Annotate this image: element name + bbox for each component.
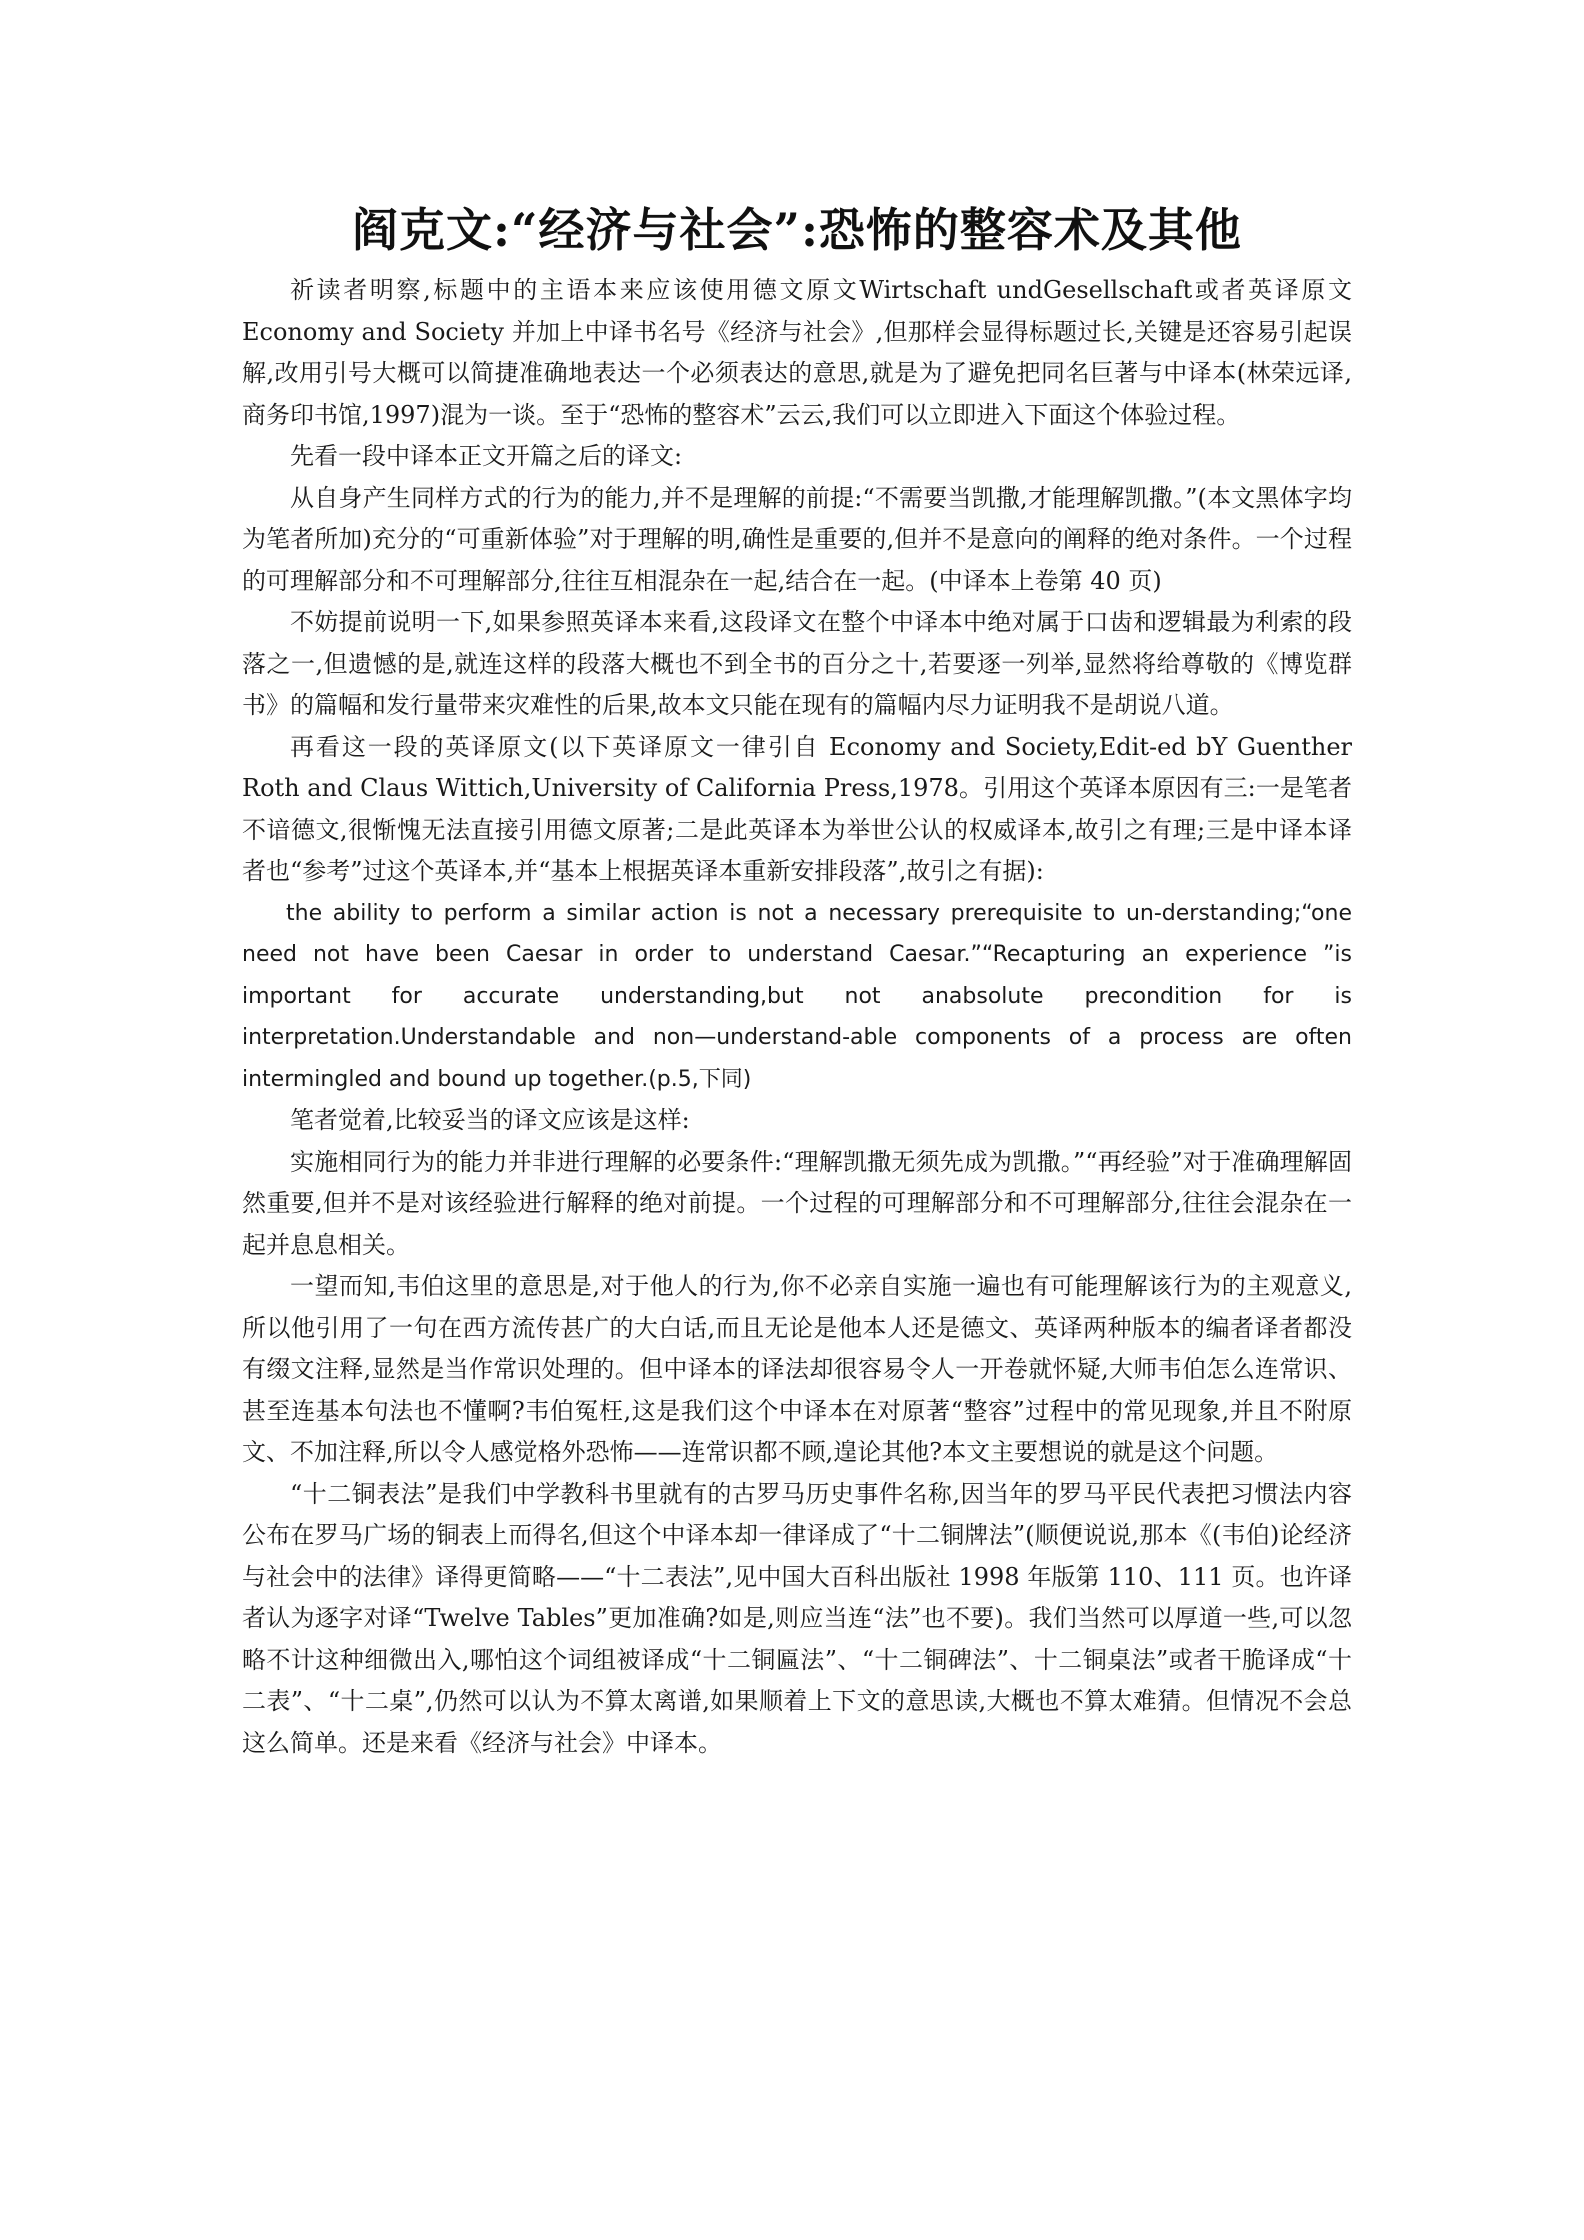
- paragraph-chinese-translation-quote: 从自身产生同样方式的行为的能力,并不是理解的前提:“不需要当凯撒,才能理解凯撒。”(本文黑体字均为笔者所加)充分的“可重新体验”对于理解的明,确性是重要的,但并不是意向的阐释的绝对条件。一个过程的可理解部分和不可理解部分,往往互相混杂在一起,结合在一起。(中译本上卷第 40 页): [242, 483, 1352, 595]
- paragraph-english-source-note: 再看这一段的英译原文(以下英译原文一律引自 Economy and Society,Edit-ed bY Guenther Roth and Claus Wittich,University of California Press,1978。引用这个英译本原因有三:一是笔者不谙德文,很惭愧无法直接引用德文原著;二是此英译本为举世公认的权威译本,故引之有理;三是中译本译者也“参考”过这个英译本,并“基本上根据英译本重新安排段落”,故引之有据):: [242, 732, 1352, 885]
- paragraph-explanation: 不妨提前说明一下,如果参照英译本来看,这段译文在整个中译本中绝对属于口齿和逻辑最为利索的段落之一,但遗憾的是,就连这样的段落大概也不到全书的百分之十,若要逐一列举,显然将给尊敬的《博览群书》的篇幅和发行量带来灾难性的后果,故本文只能在现有的篇幅内尽力证明我不是胡说八道。: [242, 608, 1352, 719]
- article-title: 阎克文:“经济与社会”:恐怖的整容术及其他: [352, 203, 1242, 257]
- paragraph-twelve-tables: “十二铜表法”是我们中学教科书里就有的古罗马历史事件名称,因当年的罗马平民代表把习惯法内容公布在罗马广场的铜表上而得名,但这个中译本却一律译成了“十二铜牌法”(顺便说说,那本《(韦伯)论经济与社会中的法律》译得更简略——“十二表法”,见中国大百科出版社 1998 年版第 110、111 页。也许译者认为逐字对译“Twelve Tables”更加准确?如是,则应当连“法”也不要)。我们当然可以厚道一些,可以忽略不计这种细微出入,哪怕这个词组被译成“十二铜匾法”、“十二铜碑法”、十二铜桌法”或者干脆译成“十二表”、“十二桌”,仍然可以认为不算太离谱,如果顺着上下文的意思读,大概也不算太难猜。但情况不会总这么简单。还是来看《经济与社会》中译本。: [242, 1479, 1352, 1757]
- paragraph-english-quote: the ability to perform a similar action is not a necessary prerequisite to un-derstanding;“one need not have been Caesar in order to understand Caesar.”“Recapturing an experience ”is important for accurate understanding,but not anabsolute precondition for is interpretation.Understandable and non—understand-able components of a process are often intermingled and bound up together.(p.5,下同): [242, 900, 1352, 1092]
- document-page: [242, 196, 1352, 1764]
- paragraph-commentary: 一望而知,韦伯这里的意思是,对于他人的行为,你不必亲自实施一遍也有可能理解该行为的主观意义,所以他引用了一句在西方流传甚广的大白话,而且无论是他本人还是德文、英译两种版本的编者译者都没有缀文注释,显然是当作常识处理的。但中译本的译法却很容易令人一开卷就怀疑,大师韦伯怎么连常识、甚至连基本句法也不懂啊?韦伯冤枉,这是我们这个中译本在对原著“整容”过程中的常见现象,并且不附原文、不加注释,所以令人感觉格外恐怖——连常识都不顾,遑论其他?本文主要想说的就是这个问题。: [242, 1272, 1352, 1466]
- paragraph-lead-in: 先看一段中译本正文开篇之后的译文:: [290, 442, 683, 470]
- paragraph-proposal-lead: 笔者觉着,比较妥当的译文应该是这样:: [290, 1106, 690, 1134]
- paragraph-proposed-translation: 实施相同行为的能力并非进行理解的必要条件:“理解凯撒无须先成为凯撒。”“再经验”对于准确理解固然重要,但并不是对该经验进行解释的绝对前提。一个过程的可理解部分和不可理解部分,往往会混杂在一起并息息相关。: [242, 1147, 1352, 1259]
- paragraph-intro: 祈读者明察,标题中的主语本来应该使用德文原文Wirtschaft undGesellschaft或者英译原文 Economy and Society 并加上中译书名号《经济与社会》,但那样会显得标题过长,关键是还容易引起误解,改用引号大概可以简捷准确地表达一个必须表达的意思,就是为了避免把同名巨著与中译本(林荣远译,商务印书馆,1997)混为一谈。至于“恐怖的整容术”云云,我们可以立即进入下面这个体验过程。: [242, 276, 1352, 429]
